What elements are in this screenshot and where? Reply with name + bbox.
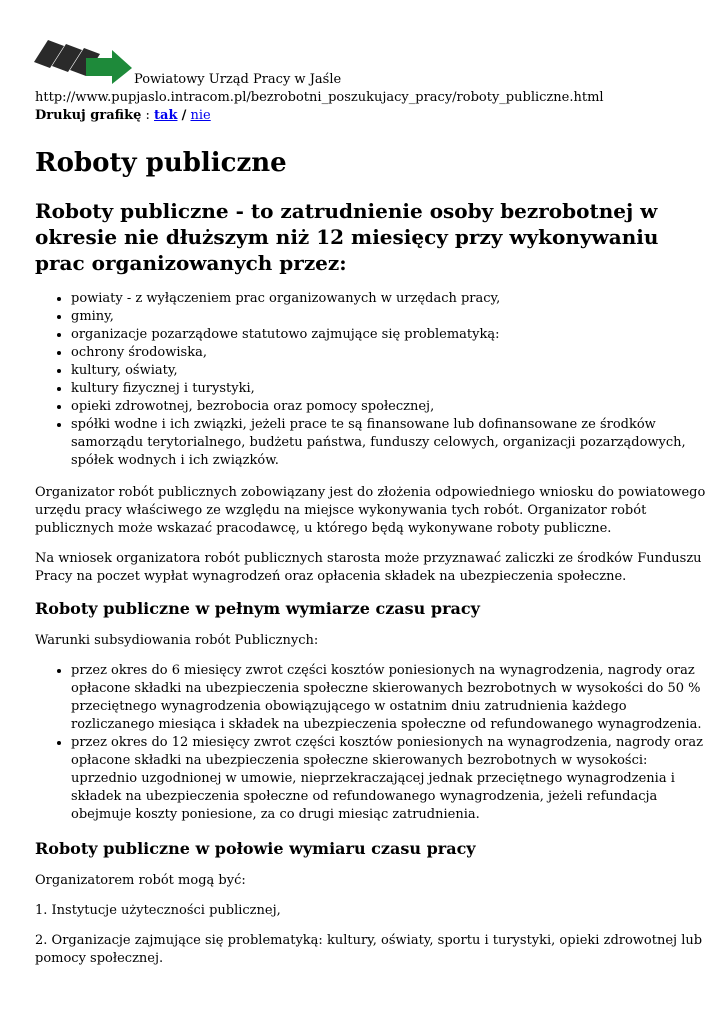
print-separator: : xyxy=(145,108,150,123)
list-item: • kultury, oświaty, xyxy=(71,362,710,380)
organizers-list xyxy=(35,290,710,470)
main-content xyxy=(35,140,710,980)
section-half-intro: Organizatorem robót mogą być: xyxy=(35,873,246,888)
list-item: • ochrony środowiska, xyxy=(71,344,710,362)
list-item: • spółki wodne i ich związki, jeżeli prace te są finansowane lub dofinansowane ze środków samorządu terytorialnego, budżetu państwa, funduszy celowych, organizacji pozarządowych, spółek wodnych i ich związków. xyxy=(71,416,710,470)
print-yes-link[interactable]: tak xyxy=(154,108,178,123)
logo-icon xyxy=(34,32,132,84)
section-full-intro: Warunki subsydiowania robót Publicznych: xyxy=(35,633,319,648)
list-item: • organizacje pozarządowe statutowo zajmujące się problematyką: xyxy=(71,326,710,344)
section-half-heading: Roboty publiczne w połowie wymiaru czasu pracy xyxy=(35,839,476,858)
section-half-item-1: 1. Instytucje użyteczności publicznej, xyxy=(35,903,281,918)
site-name: Powiatowy Urząd Pracy w Jaśle xyxy=(134,72,342,87)
print-no-link[interactable]: nie xyxy=(190,108,211,123)
list-item: • przez okres do 6 miesięcy zwrot części kosztów poniesionych na wynagrodzenia, nagrody oraz opłacone składki na ubezpieczenia społeczne skierowanych bezrobotnych w wysokości do 50 % przeciętnego wynagrodzenia obowiązującego w ostatnim dniu zatrudnienia każdego rozliczanego miesiąca i składek na ubezpieczenia społeczne od refundowanego wynagrodzenia. xyxy=(71,662,710,734)
print-slash: / xyxy=(181,108,187,123)
print-label: Drukuj grafikę xyxy=(35,108,142,123)
paragraph-advances: Na wniosek organizatora robót publicznych starosta może przyznawać zaliczki ze środków Funduszu Pracy na poczet wypłat wynagrodzeń oraz opłacenia składek na ubezpieczenia społeczne. xyxy=(35,551,702,584)
section-half-item-2: 2. Organizacje zajmujące się problematyką: kultury, oświaty, sportu i turystyki, opieki zdrowotnej lub pomocy społecznej. xyxy=(35,933,703,966)
subsidy-conditions-list xyxy=(35,662,710,824)
section-full-heading: Roboty publiczne w pełnym wymiarze czasu pracy xyxy=(35,599,480,618)
page-title: Roboty publiczne xyxy=(35,148,287,178)
list-item: • przez okres do 12 miesięcy zwrot części kosztów poniesionych na wynagrodzenia, nagrody oraz opłacone składki na ubezpieczenia społeczne skierowanych bezrobotnych w wysokości: uprzednio uzgodnionej w umowie, nieprzekraczającej jednak przeciętnego wynagrodzenia i składek na ubezpieczenia społeczne od refundowanego wynagrodzenia, jeżeli refundacja obejmuje koszty poniesione, za co drugi miesiąc zatrudnienia. xyxy=(71,734,710,824)
list-item: • powiaty - z wyłączeniem prac organizowanych w urzędach pracy, xyxy=(71,290,710,308)
print-graphics-line xyxy=(35,108,211,124)
list-item: • gminy, xyxy=(71,308,710,326)
page-subtitle: Roboty publiczne - to zatrudnienie osoby bezrobotnej w okresie nie dłuższym niż 12 miesięcy przy wykonywaniu prac organizowanych przez: xyxy=(35,199,659,275)
list-item: • kultury fizycznej i turystyki, xyxy=(71,380,710,398)
page-url: http://www.pupjaslo.intracom.pl/bezrobotni_poszukujacy_pracy/roboty_publiczne.html xyxy=(35,90,604,105)
paragraph-organizer-duty: Organizator robót publicznych zobowiązany jest do złożenia odpowiedniego wniosku do powiatowego urzędu pracy właściwego ze względu na miejsce wykonywania tych robót. Organizator robót publicznych może wskazać pracodawcę, u którego będą wykonywane roboty publiczne. xyxy=(35,485,706,536)
list-item: • opieki zdrowotnej, bezrobocia oraz pomocy społecznej, xyxy=(71,398,710,416)
